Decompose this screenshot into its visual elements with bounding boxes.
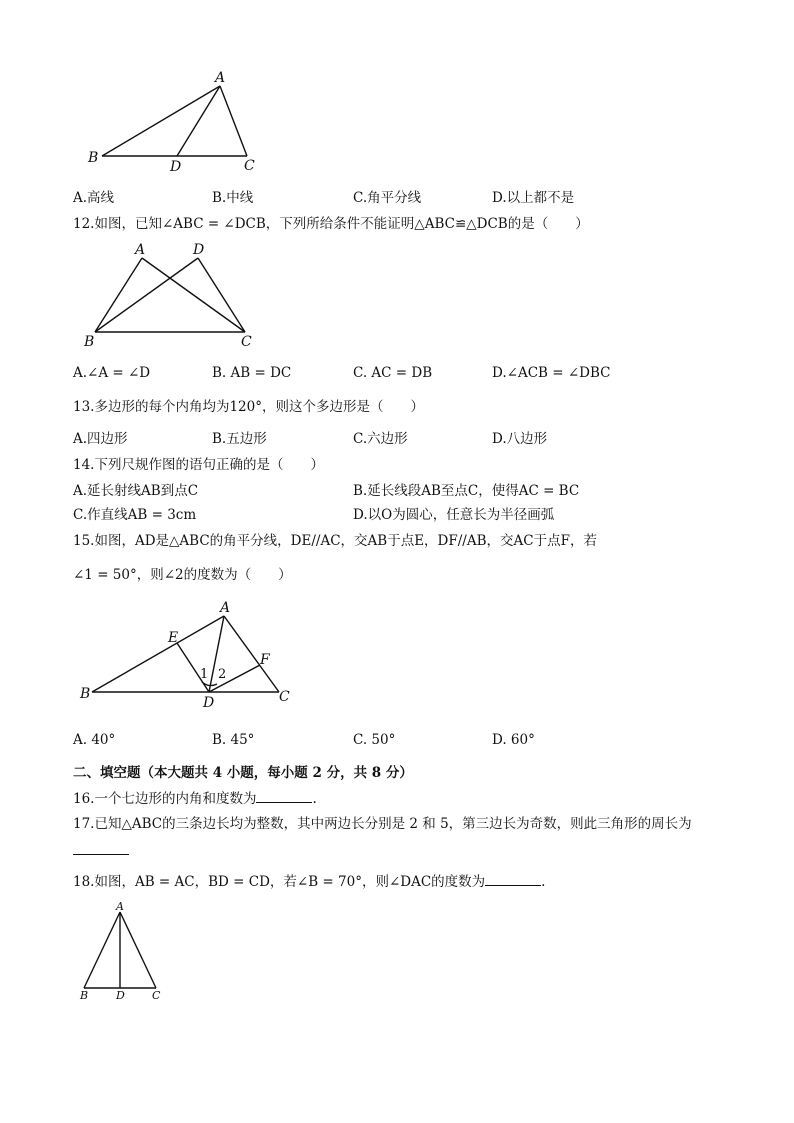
q11-label-C: C [244,158,255,174]
q18-label-A: A [116,900,124,913]
q18-label-B: B [80,989,89,1002]
q14-option-c: C.作直线AB = 3cm [73,507,197,523]
q15-stem-line1: 15.如图，AD是△ABC的角平分线，DE//AC，交AB于点E，DF//AB，交AC于点F，若 [73,533,597,549]
q15-stem-line2: ∠1 = 50°，则∠2的度数为（ ） [73,567,292,583]
q11-option-c: C.角平分线 [353,190,422,206]
q18-line-AC [120,912,156,988]
q11-figure [80,68,280,178]
q18-line [73,873,545,891]
q12-figure [80,240,280,350]
q17-stem: 17.已知△ABC的三条边长均为整数，其中两边长分别是 2 和 5，第三边长为奇数，则此三角形的周长为 [73,816,692,832]
q14-stem: 14.下列尺规作图的语句正确的是（ ） [73,457,324,473]
q15-label-angle-1: 1 [200,667,209,682]
q16-stem: 16.一个七边形的内角和度数为 [73,791,257,807]
q15-label-A: A [220,600,231,616]
q12-option-b: B. AB = DC [212,365,292,381]
section-2-title: 二、填空题（本大题共 4 小题，每小题 2 分，共 8 分） [73,765,413,781]
q13-stem: 13.多边形的每个内角均为120°，则这个多边形是（ ） [73,399,424,415]
q15-line-DF [209,665,260,692]
q15-figure [76,598,306,713]
q14-option-b: B.延长线段AB至点C，使得AC = BC [353,483,580,499]
q15-label-E: E [168,630,179,646]
q12-label-A: A [135,242,146,258]
q15-option-a: A. 40° [73,732,116,748]
q11-label-D: D [170,159,182,175]
q18-tail: . [541,874,546,890]
q18-figure [76,900,176,1005]
q18-label-C: C [152,989,161,1002]
q11-option-b: B.中线 [212,190,254,206]
q12-line-AC [142,258,245,332]
q12-option-c: C. AC = DB [353,365,433,381]
q14-option-a: A.延长射线AB到点C [73,483,199,499]
q15-option-c: C. 50° [353,732,396,748]
q12-option-a: A.∠A = ∠D [73,365,151,381]
q16-tail: . [312,791,317,807]
q18-answer-blank[interactable] [485,873,541,886]
q17-answer-blank[interactable] [73,842,129,855]
q11-label-B: B [88,150,99,166]
q13-option-a: A.四边形 [73,431,128,447]
q15-label-D: D [203,695,215,711]
q12-line-BD [95,258,198,332]
q12-line-BA [95,258,142,332]
q11-option-d: D.以上都不是 [492,190,575,206]
q12-label-B: B [84,334,95,350]
q12-option-d: D.∠ACB = ∠DBC [492,365,611,381]
q15-label-C: C [279,689,290,705]
q11-line-BA [102,86,220,156]
q15-line-AC [224,616,279,692]
q12-stem: 12.如图，已知∠ABC = ∠DCB，下列所给条件不能证明△ABC≌△DCB的是（ ） [73,216,589,232]
q15-option-b: B. 45° [212,732,255,748]
q18-line-AB [84,912,120,988]
q18-stem: 18.如图，AB = AC，BD = CD，若∠B = 70°，则∠DAC的度数为 [73,874,486,890]
q11-label-A: A [215,70,226,86]
q15-label-B: B [80,686,91,702]
q13-option-c: C.六边形 [353,431,408,447]
q18-label-D: D [116,989,125,1002]
q12-label-D: D [193,242,205,258]
q13-option-b: B.五边形 [212,431,267,447]
q15-label-F: F [260,652,270,668]
q13-option-d: D.八边形 [492,431,548,447]
q11-option-a: A.高线 [73,190,115,206]
q16-answer-blank[interactable] [256,790,312,803]
q12-line-DC [198,258,245,332]
q11-line-AC [220,86,247,156]
q12-label-C: C [241,334,252,350]
q15-label-angle-2: 2 [218,667,227,682]
q16-line [73,790,317,808]
q11-line-AD [177,86,220,156]
q14-option-d: D.以O为圆心，任意长为半径画弧 [353,507,555,523]
q15-option-d: D. 60° [492,732,535,748]
